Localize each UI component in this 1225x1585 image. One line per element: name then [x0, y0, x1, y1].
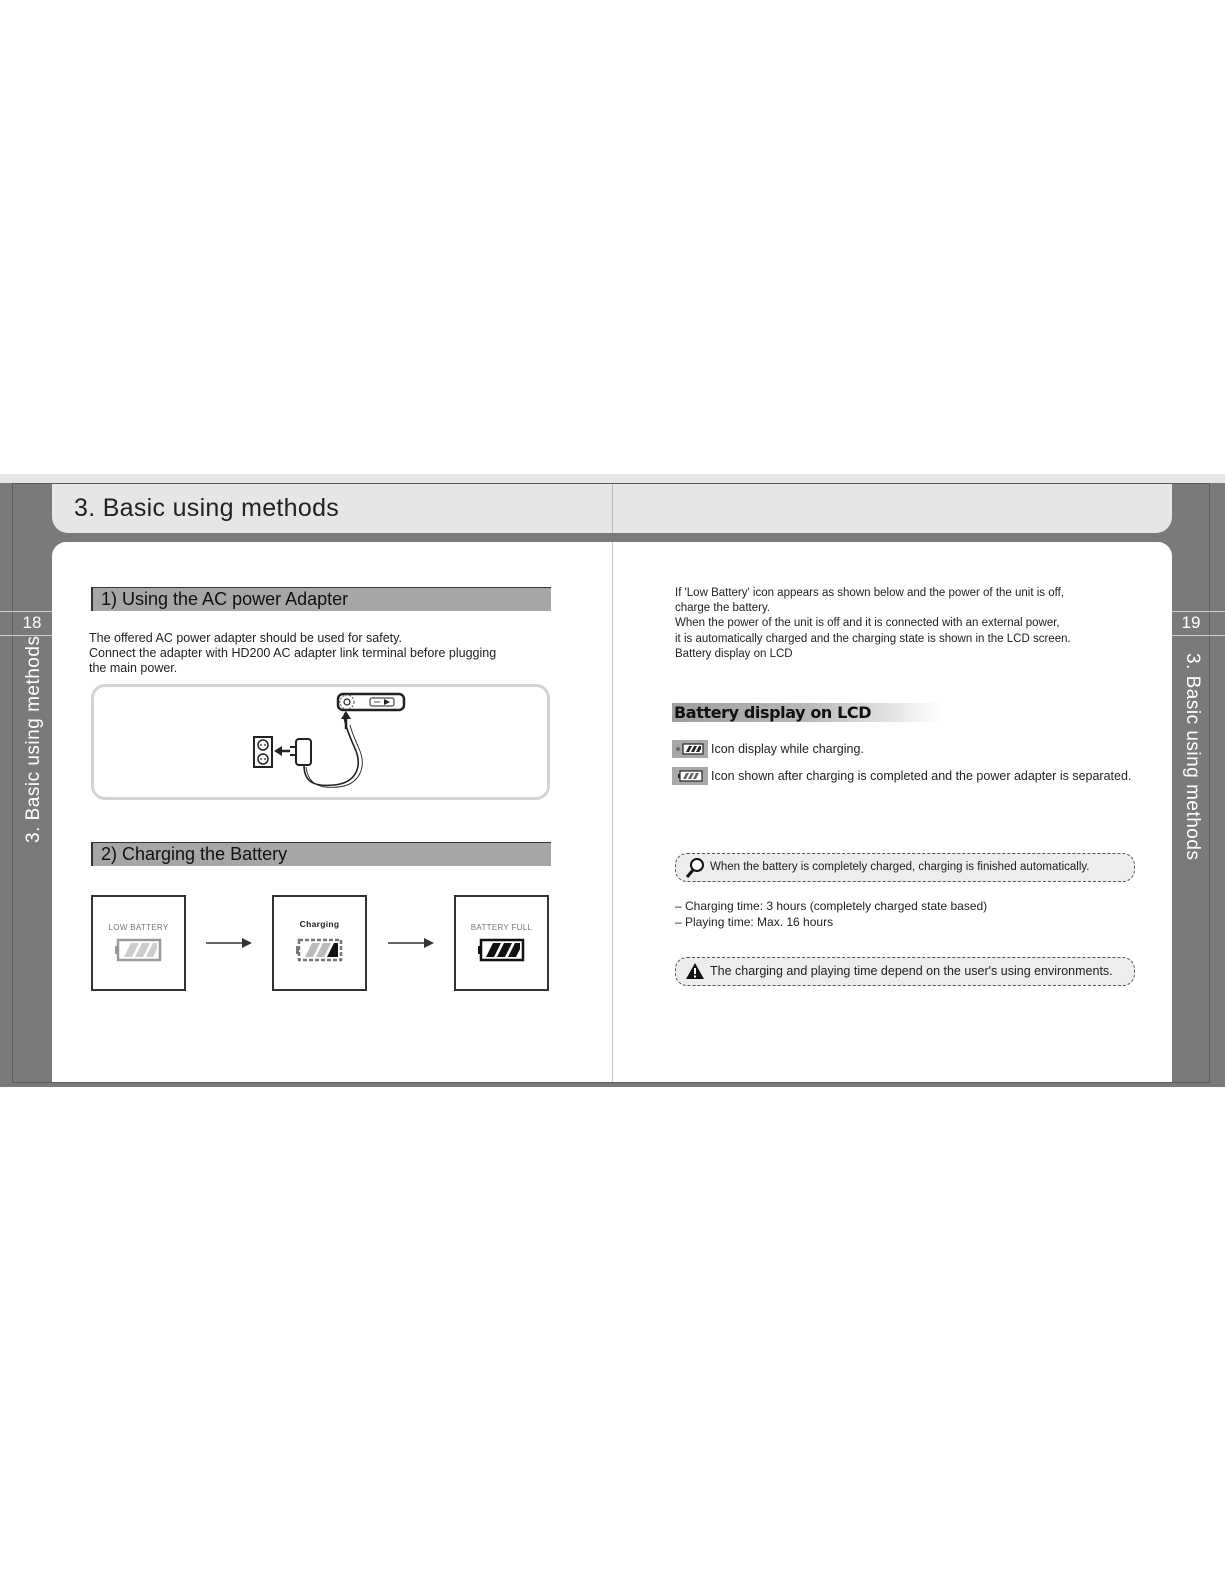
chapter-title: 3. Basic using methods [74, 494, 340, 522]
battery-state-charging [272, 895, 367, 991]
warning-note [675, 957, 1135, 986]
wall-outlet-icon [254, 737, 272, 767]
side-line-top-right [1172, 611, 1225, 612]
band-top-stripe [0, 474, 1225, 483]
side-line-top-left [0, 611, 52, 612]
page-number-left: 18 [22, 613, 42, 632]
right-arrow-icon [388, 937, 434, 949]
text-line: charge the battery. [675, 602, 771, 615]
side-tab-left: 3. Basic using methods [23, 635, 44, 843]
section-bar-charging [91, 842, 551, 866]
spec-item: – Charging time: 3 hours (completely charged state based) [675, 899, 988, 913]
charging-lcd-icon [672, 740, 708, 758]
ac-adapter-text [89, 631, 496, 676]
section-bar-ac-adapter [91, 587, 551, 611]
page-bottom-line [52, 1082, 1172, 1083]
page-number-right: 19 [1181, 613, 1201, 632]
text-line: Connect the adapter with HD200 AC adapter link terminal before plugging [89, 646, 497, 660]
warning-triangle-icon [685, 962, 705, 980]
text-line: The offered AC power adapter should be used for safety. [89, 631, 402, 645]
connect-arrow-icon [341, 711, 351, 729]
warning-note-text: The charging and playing time depend on the user's using environments. [710, 964, 1113, 978]
battery-low-icon [93, 897, 184, 989]
spec-list [675, 898, 987, 930]
text-line: it is automatically charged and the charging state is shown in the LCD screen. [675, 632, 1071, 645]
text-line: the main power. [89, 661, 178, 675]
battery-state-label: LOW BATTERY [108, 923, 169, 932]
battery-icon [672, 740, 708, 758]
text-line: If 'Low Battery' icon appears as shown below and the power of the unit is off, [675, 587, 1065, 599]
tip-note-text: When the battery is completely charged, charging is finished automatically. [710, 861, 1090, 873]
side-tab-right: 3. Basic using methods [1182, 653, 1203, 861]
section-title-ac-adapter: 1) Using the AC power Adapter [101, 589, 349, 609]
header-divider [612, 483, 613, 533]
battery-icon [672, 767, 708, 785]
icon-row-text: Icon shown after charging is completed and the power adapter is separated. [711, 769, 1132, 783]
battery-state-label: BATTERY FULL [470, 923, 533, 932]
battery-state-low [91, 895, 186, 991]
text-line: Battery display on LCD [675, 647, 793, 660]
icon-row-text: Icon display while charging. [711, 742, 864, 756]
right-arrow-icon [206, 937, 252, 949]
side-line-bottom-right [1172, 635, 1225, 636]
spec-item: – Playing time: Max. 16 hours [675, 915, 834, 929]
adapter-illustration [94, 687, 547, 797]
tip-note [675, 853, 1135, 882]
lcd-heading-bar [672, 703, 942, 722]
ac-adapter-icon [290, 739, 311, 765]
magnifier-icon [685, 857, 705, 879]
adapter-illustration-box [91, 684, 550, 800]
page-fold-line [612, 542, 613, 1083]
completed-lcd-icon [672, 767, 708, 785]
battery-full-icon [456, 897, 547, 989]
text-line: When the power of the unit is off and it is connected with an external power, [675, 617, 1060, 630]
lcd-heading: Battery display on LCD [674, 703, 872, 722]
plug-arrow-icon [274, 746, 290, 756]
battery-state-full [454, 895, 549, 991]
charging-intro-text [675, 586, 1071, 662]
battery-state-label: Charging [299, 919, 340, 929]
section-title-charging: 2) Charging the Battery [101, 844, 288, 864]
battery-charging-icon [274, 897, 365, 989]
player-device-icon [338, 694, 404, 710]
